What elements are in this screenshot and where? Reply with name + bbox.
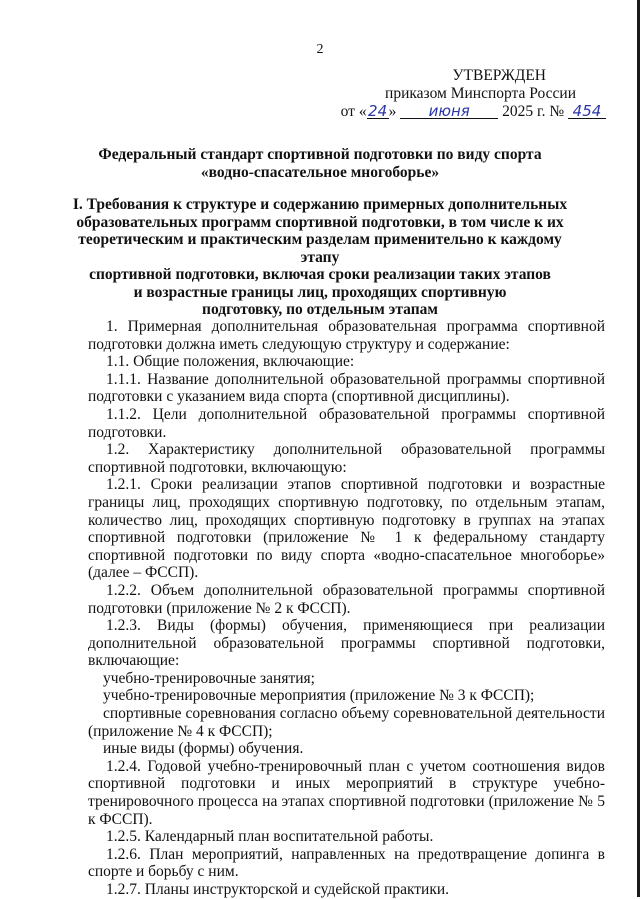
date-quote-close: » bbox=[388, 103, 397, 120]
date-year: 2025 г. № bbox=[502, 103, 565, 120]
paragraph: 1.1. Общие положения, включающие: bbox=[106, 353, 355, 371]
date-prefix: от « bbox=[340, 103, 367, 120]
approval-order: приказом Минспорта России bbox=[385, 85, 576, 102]
section-title-line: образовательных программ спортивной подготовки, в том числе к их bbox=[76, 213, 564, 231]
title-line: Федеральный стандарт спортивной подготовки по виду спорта bbox=[98, 146, 542, 163]
paragraph: 1.1.1. Название дополнительной образовательной программы спортивной подготовки с указанием вида спорта (спортивной дисциплины). bbox=[88, 370, 605, 406]
section-title-line: теоретическим и практическим разделам применительно к каждому этапу bbox=[78, 231, 562, 266]
paragraph: 1.2.3. Виды (формы) обучения, применяющиеся при реализации дополнительной образовательной программы спортивной подготовки, включающие: bbox=[88, 617, 605, 670]
paragraph: 1.2.1. Сроки реализации этапов спортивной подготовки и возрастные границы лиц, проходящих спортивную подготовку, по отдельным этапам, количество лиц, проходящих спортивную подготовку в группах на этапах спортивной подготовки (приложение № 1 к федеральному стандарту спортивной подготовки по виду спорта «водно-спасательное многоборье» (далее – ФССП). bbox=[88, 476, 605, 582]
section-title-line: спортивной подготовки, включая сроки реализации таких этапов bbox=[89, 266, 551, 283]
page-number: 2 bbox=[316, 42, 324, 57]
document-body bbox=[88, 318, 605, 899]
section-title-line: и возрастные границы лиц, проходящих спортивную bbox=[133, 283, 507, 301]
approval-label: УТВЕРЖДЕН bbox=[452, 67, 546, 84]
document-title bbox=[60, 146, 580, 181]
paragraph: 1. Примерная дополнительная образовательная программа спортивной подготовки должна иметь следующую структуру и содержание: bbox=[88, 318, 605, 353]
list-item: спортивные соревнования согласно объему соревновательной деятельности (приложение № 4 к ФССП); bbox=[88, 705, 605, 740]
list-item: учебно-тренировочные мероприятия (приложение № 3 к ФССП); bbox=[103, 687, 535, 705]
paragraph: 1.2.6. План мероприятий, направленных на предотвращение допинга в спорте и борьбу с ним. bbox=[88, 845, 605, 881]
paragraph: 1.2.7. Планы инструкторской и судейской практики. bbox=[106, 881, 450, 898]
title-line: «водно-спасательное многоборье» bbox=[200, 163, 440, 181]
list-item: учебно-тренировочные занятия; bbox=[103, 669, 315, 687]
paragraph: 1.1.2. Цели дополнительной образовательной программы спортивной подготовки. bbox=[88, 405, 605, 441]
section-title-line: I. Требования к структуре и содержанию примерных дополнительных bbox=[72, 196, 568, 213]
list-item: иные виды (формы) обучения. bbox=[103, 740, 304, 758]
order-number: 454 bbox=[568, 104, 606, 119]
date-month: июня bbox=[400, 104, 498, 119]
paragraph: 1.2. Характеристику дополнительной образовательной программы спортивной подготовки, включающую: bbox=[88, 441, 605, 476]
paragraph: 1.2.5. Календарный план воспитательной работы. bbox=[106, 828, 434, 846]
section-title-line: подготовку, по отдельным этапам bbox=[202, 301, 438, 318]
date-day: 24 bbox=[368, 102, 388, 120]
paragraph: 1.2.4. Годовой учебно-тренировочный план с учетом соотношения видов спортивной подготовки и иных мероприятий в структуре учебно-тренировочного процесса на этапах спортивной подготовки (приложение № 5 к ФССП). bbox=[88, 757, 605, 828]
paragraph: 1.2.2. Объем дополнительной образовательной программы спортивной подготовки (приложение № 2 к ФССП). bbox=[88, 581, 605, 617]
section-title bbox=[60, 196, 580, 319]
approval-date-line bbox=[341, 102, 606, 121]
